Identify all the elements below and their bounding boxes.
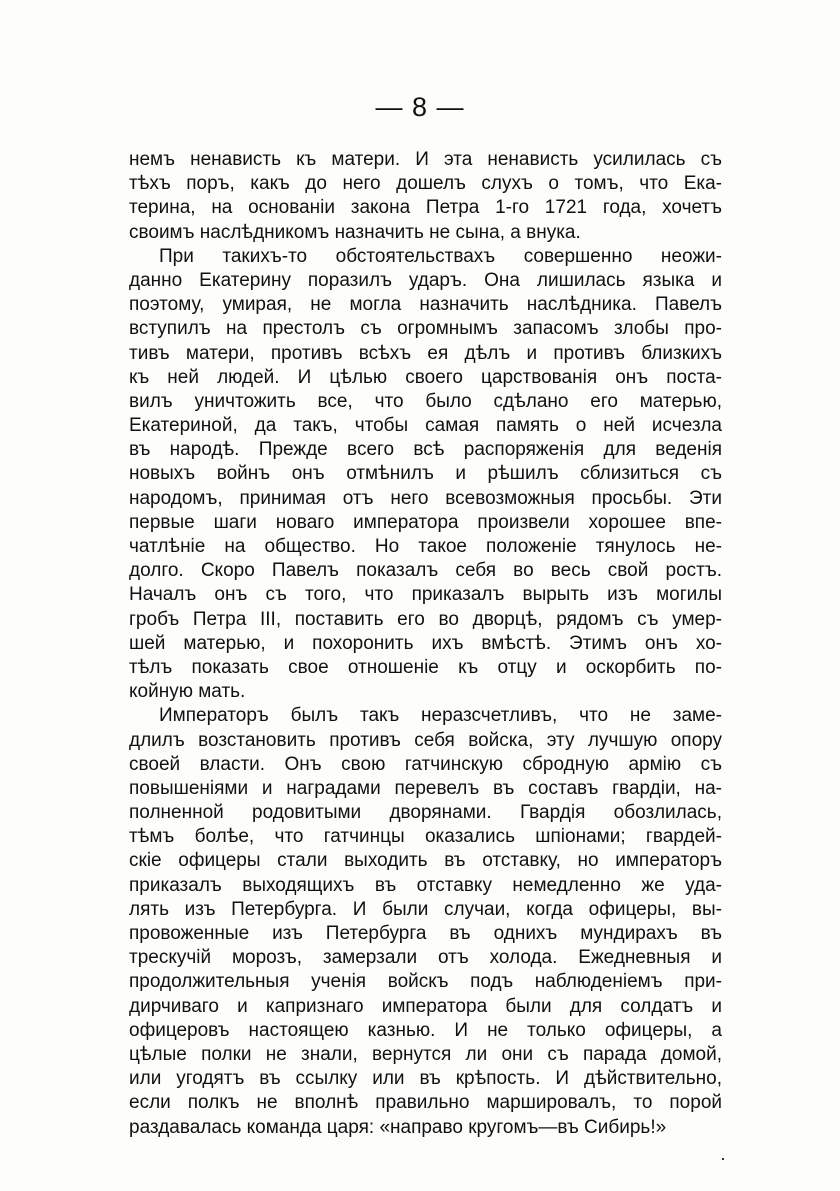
text-line: шей матерью, и похоронить ихъ вмѣстѣ. Этимъ онъ хо- — [129, 632, 722, 654]
text-line: раздавалась команда царя: «направо кругомъ—въ Сибирь!» — [129, 1116, 667, 1138]
text-line: скіе офицеры стали выходить въ отставку, но императоръ — [129, 850, 722, 872]
text-line: долго. Скоро Павелъ показалъ себя во весь свой ростъ. — [129, 560, 722, 582]
text-line: вилъ уничтожить все, что было сдѣлано его матерью, — [129, 390, 722, 412]
text-line: новыхъ войнъ онъ отмѣнилъ и рѣшилъ сблизиться съ — [129, 463, 722, 485]
text-line: повышеніями и наградами перевелъ въ составъ гвардіи, на- — [129, 777, 722, 799]
text-line: тѣхъ поръ, какъ до него дошелъ слухъ о томъ, что Ека- — [129, 173, 722, 195]
text-line: своей власти. Онъ свою гатчинскую сбродную армію съ — [129, 753, 722, 775]
text-line: вступилъ на престолъ съ огромнымъ запасомъ злобы про- — [129, 318, 722, 340]
text-line: Екатериной, да такъ, чтобы самая память о ней исчезла — [129, 415, 722, 437]
paragraph-1 — [129, 148, 722, 245]
text-line: При такихъ-то обстоятельствахъ совершенно неожи- — [159, 245, 722, 267]
text-line: тивъ матери, противъ всѣхъ ея дѣлъ и противъ близкихъ — [129, 342, 722, 364]
text-line: немъ ненависть къ матери. И эта ненависть усилилась съ — [129, 149, 722, 170]
text-line: терина, на основаніи закона Петра 1-го 1721 года, хочетъ — [129, 197, 722, 219]
paragraph-3 — [129, 704, 722, 1139]
text-line: своимъ наслѣдникомъ назначить не сына, а внука. — [129, 221, 581, 243]
text-line: провоженные изъ Петербурга въ однихъ мундирахъ въ — [129, 923, 722, 944]
text-line: къ ней людей. И цѣлью своего царствованія онъ поста- — [129, 366, 722, 388]
text-line: чатлѣніе на общество. Но такое положеніе тянулось не- — [129, 536, 722, 557]
text-line: первые шаги новаго императора произвели хорошее впе- — [129, 511, 722, 533]
text-line: Императоръ былъ такъ неразсчетливъ, что не заме- — [159, 705, 722, 727]
text-line: цѣлые полки не знали, вернутся ли они съ парада домой, — [129, 1043, 722, 1065]
text-line: гробъ Петра III, поставить его во дворцѣ, рядомъ съ умер- — [129, 608, 722, 630]
text-line: дирчиваго и капризнаго императора были для солдатъ и — [129, 995, 722, 1017]
text-line: приказалъ выходящихъ въ отставку немедленно же уда- — [129, 874, 722, 896]
text-line: офицеровъ настоящею казнью. И не только офицеры, а — [129, 1019, 722, 1041]
text-line: данно Екатерину поразилъ ударъ. Она лишилась языка и — [129, 269, 722, 291]
text-line: поэтому, умирая, не могла назначить наслѣдника. Павелъ — [129, 294, 722, 316]
body-text — [129, 148, 722, 1140]
print-speck — [722, 1158, 724, 1160]
text-line: или угодятъ въ ссылку или въ крѣпость. И дѣйствительно, — [129, 1068, 722, 1090]
text-line: если полкъ не вполнѣ правильно маршировалъ, то порой — [129, 1092, 722, 1114]
text-line: тѣлъ показать свое отношеніе къ отцу и оскорбить по- — [129, 656, 722, 678]
text-line: тѣмъ болѣе, что гатчинцы оказались шпіонами; гвардей- — [129, 826, 722, 848]
text-line: полненной родовитыми дворянами. Гвардія обозлилась, — [129, 802, 722, 824]
text-line: въ народѣ. Прежде всего всѣ распоряженія для веденія — [129, 439, 722, 461]
text-line: продолжительныя ученія войскъ подъ наблюденіемъ при- — [129, 971, 722, 993]
text-line: койную мать. — [129, 681, 246, 703]
text-line: лять изъ Петербурга. И были случаи, когда офицеры, вы- — [129, 898, 722, 920]
page-number: — 8 — — [375, 92, 465, 122]
paragraph-2 — [129, 245, 722, 705]
text-line: длилъ возстановить противъ себя войска, эту лучшую опору — [129, 729, 722, 751]
text-line: Началъ онъ съ того, что приказалъ вырыть изъ могилы — [129, 584, 722, 606]
text-line: трескучій морозъ, замерзали отъ холода. Ежедневныя и — [129, 947, 722, 969]
text-line: народомъ, принимая отъ него всевозможныя просьбы. Эти — [129, 487, 722, 509]
